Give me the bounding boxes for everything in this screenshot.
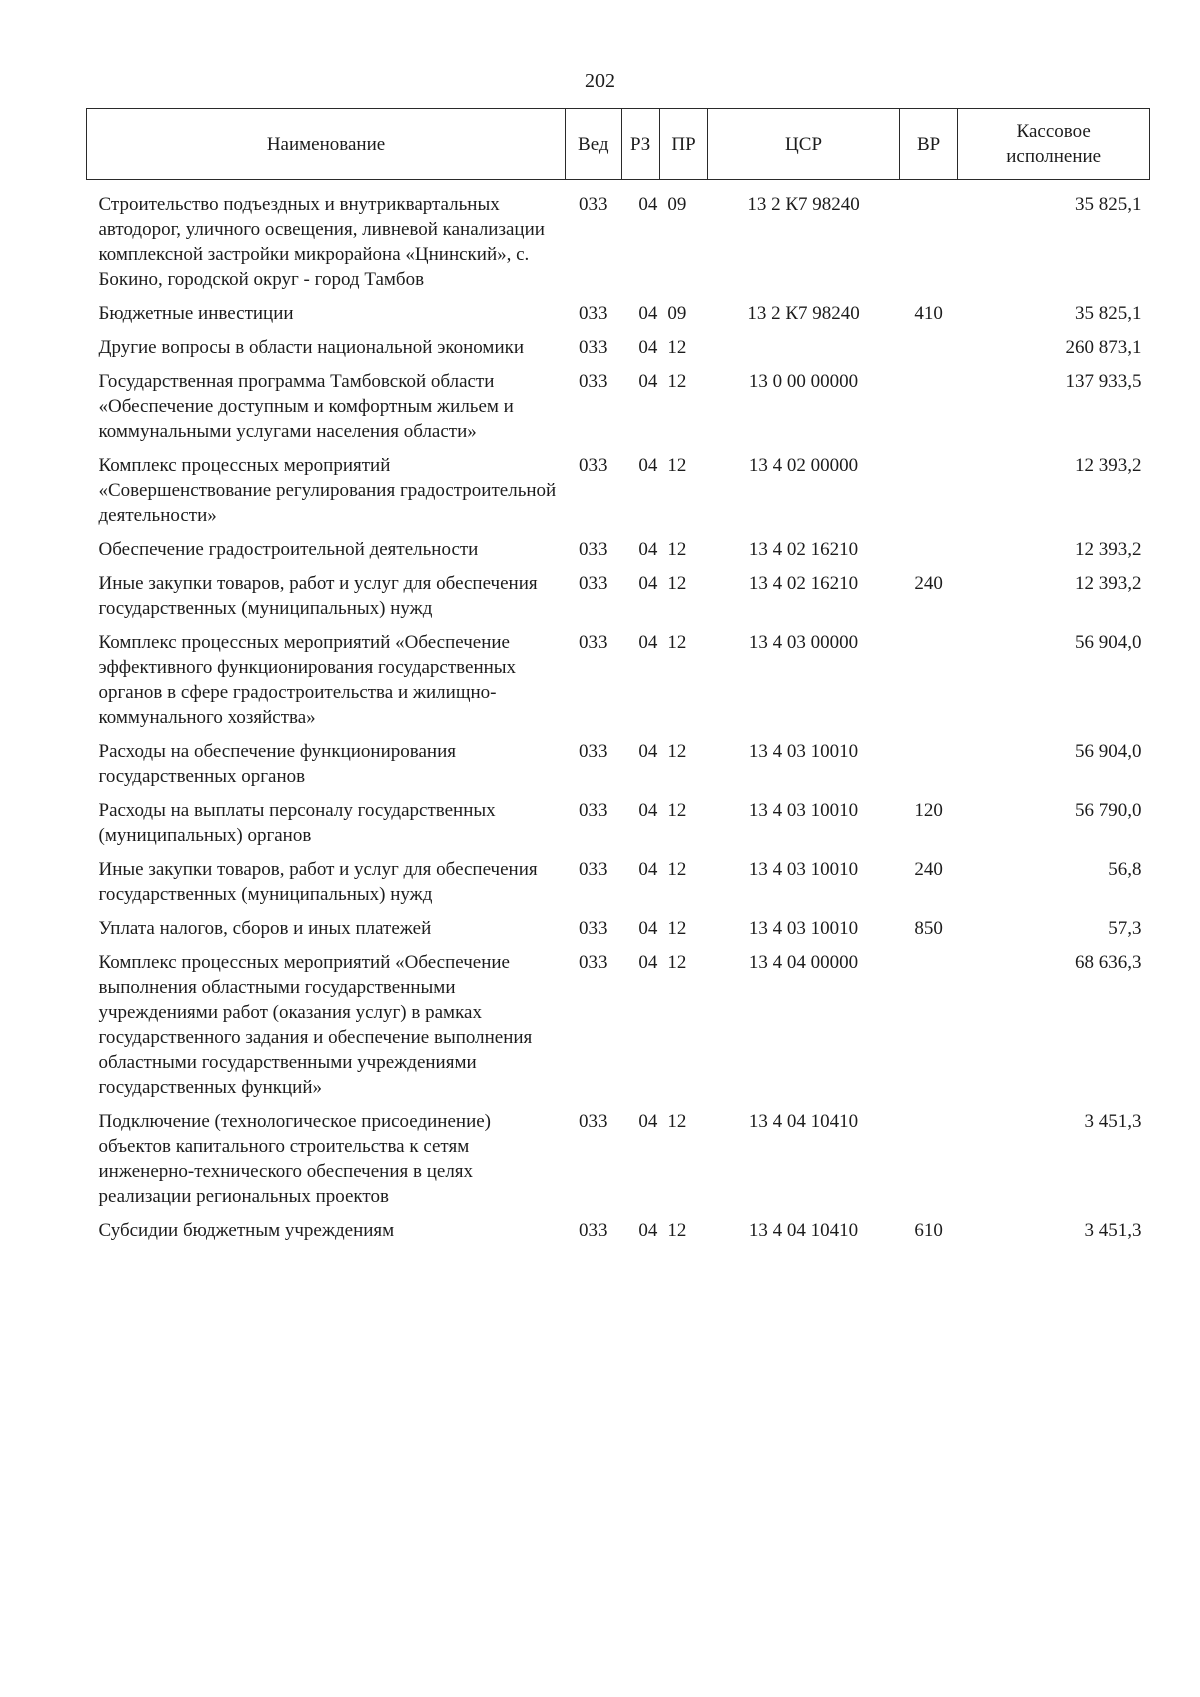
cell-vr: 410 [914, 303, 943, 324]
cell-name: Комплекс процессных мероприятий «Обеспечение эффективного функционирования государственных органов в сфере градостроительства и жилищно-коммунального хозяйства» [98, 632, 517, 728]
table-row [87, 1109, 1150, 1218]
cell-name: Расходы на выплаты персоналу государственных (муниципальных) органов [98, 800, 496, 846]
cell-csr: 13 4 04 10410 [748, 1111, 859, 1132]
table-row [87, 950, 1150, 1109]
table-row [87, 857, 1150, 916]
cell-ved: 033 [579, 800, 608, 821]
cell-pr: 12 [667, 337, 687, 358]
cell-sum: 12 393,2 [1075, 539, 1142, 560]
cell-csr: 13 4 03 10010 [748, 859, 859, 880]
header-ved: Вед [566, 109, 621, 180]
cell-name: Иные закупки товаров, работ и услуг для обеспечения государственных (муниципальных) нужд [98, 573, 538, 619]
cell-name: Субсидии бюджетным учреждениям [98, 1220, 395, 1241]
cell-pr: 12 [667, 573, 687, 594]
cell-rz: 04 [638, 918, 658, 939]
cell-csr: 13 4 03 10010 [748, 918, 859, 939]
cell-ved: 033 [579, 371, 608, 392]
cell-rz: 04 [638, 337, 658, 358]
cell-ved: 033 [579, 632, 608, 653]
cell-name: Обеспечение градостроительной деятельности [98, 539, 479, 560]
cell-pr: 09 [667, 194, 687, 215]
cell-pr: 12 [667, 859, 687, 880]
table-row [87, 798, 1150, 857]
cell-sum: 3 451,3 [1084, 1220, 1142, 1241]
cell-pr: 12 [667, 455, 687, 476]
table-row [87, 537, 1150, 571]
cell-csr: 13 4 03 00000 [748, 632, 859, 653]
cell-csr [708, 335, 900, 369]
cell-csr: 13 4 04 00000 [748, 952, 859, 973]
cell-vr: 120 [914, 800, 943, 821]
table-row [87, 335, 1150, 369]
cell-ved: 033 [579, 455, 608, 476]
cell-rz: 04 [638, 455, 658, 476]
table-row [87, 301, 1150, 335]
cell-pr: 09 [667, 303, 687, 324]
cell-ved: 033 [579, 1220, 608, 1241]
cell-pr: 12 [667, 539, 687, 560]
cell-csr: 13 4 03 10010 [748, 741, 859, 762]
cell-vr: 850 [914, 918, 943, 939]
table-row [87, 571, 1150, 630]
cell-vr [899, 1109, 957, 1218]
table-row [87, 630, 1150, 739]
cell-ved: 033 [579, 194, 608, 215]
cell-name: Иные закупки товаров, работ и услуг для обеспечения государственных (муниципальных) нужд [98, 859, 538, 905]
header-sum: Кассовое исполнение [958, 109, 1150, 180]
cell-sum: 137 933,5 [1065, 371, 1142, 392]
cell-sum: 56 904,0 [1075, 741, 1142, 762]
cell-name: Строительство подъездных и внутриквартальных автодорог, уличного освещения, ливневой канализации комплексной застройки микрорайона «Цнинский», с. Бокино, городской округ - город Тамбов [98, 194, 545, 290]
cell-rz: 04 [638, 952, 658, 973]
cell-rz: 04 [638, 194, 658, 215]
page-number: 202 [585, 70, 615, 92]
cell-rz: 04 [638, 303, 658, 324]
cell-rz: 04 [638, 1220, 658, 1241]
cell-csr: 13 4 02 16210 [748, 539, 859, 560]
cell-vr [899, 950, 957, 1109]
cell-pr: 12 [667, 632, 687, 653]
cell-sum: 56 790,0 [1075, 800, 1142, 821]
cell-vr: 610 [914, 1220, 943, 1241]
header-rz: РЗ [621, 109, 659, 180]
cell-name: Комплекс процессных мероприятий «Совершенствование регулирования градостроительной деятельности» [98, 455, 557, 526]
cell-csr: 13 2 К7 98240 [747, 303, 860, 324]
cell-pr: 12 [667, 1220, 687, 1241]
budget-table [86, 108, 1150, 1252]
cell-rz: 04 [638, 371, 658, 392]
table-body [87, 180, 1150, 1253]
cell-rz: 04 [638, 1111, 658, 1132]
cell-csr: 13 4 04 10410 [748, 1220, 859, 1241]
cell-rz: 04 [638, 741, 658, 762]
table-header-row [87, 109, 1150, 180]
cell-ved: 033 [579, 1111, 608, 1132]
cell-pr: 12 [667, 741, 687, 762]
cell-csr: 13 0 00 00000 [748, 371, 859, 392]
cell-ved: 033 [579, 539, 608, 560]
cell-vr [899, 369, 957, 453]
cell-name: Другие вопросы в области национальной экономики [98, 337, 525, 358]
cell-pr: 12 [667, 371, 687, 392]
cell-name: Подключение (технологическое присоединение) объектов капитального строительства к сетям инженерно-технического обеспечения в целях реализации региональных проектов [98, 1111, 491, 1207]
header-csr: ЦСР [708, 109, 900, 180]
cell-name: Уплата налогов, сборов и иных платежей [98, 918, 432, 939]
cell-vr: 240 [914, 859, 943, 880]
table-row [87, 916, 1150, 950]
header-vr: ВР [899, 109, 957, 180]
cell-vr [899, 453, 957, 537]
cell-rz: 04 [638, 539, 658, 560]
cell-rz: 04 [638, 800, 658, 821]
cell-sum: 12 393,2 [1075, 573, 1142, 594]
cell-ved: 033 [579, 859, 608, 880]
cell-name: Расходы на обеспечение функционирования государственных органов [98, 741, 456, 787]
table-row [87, 180, 1150, 302]
cell-rz: 04 [638, 573, 658, 594]
cell-sum: 12 393,2 [1075, 455, 1142, 476]
cell-name: Бюджетные инвестиции [98, 303, 294, 324]
table-row [87, 739, 1150, 798]
table-row [87, 1218, 1150, 1252]
cell-sum: 56 904,0 [1075, 632, 1142, 653]
cell-sum: 57,3 [1108, 918, 1142, 939]
cell-ved: 033 [579, 573, 608, 594]
cell-pr: 12 [667, 1111, 687, 1132]
cell-vr [899, 739, 957, 798]
cell-csr: 13 2 К7 98240 [747, 194, 860, 215]
cell-sum: 56,8 [1108, 859, 1142, 880]
cell-csr: 13 4 02 16210 [748, 573, 859, 594]
cell-rz: 04 [638, 632, 658, 653]
table-row [87, 369, 1150, 453]
cell-name: Комплекс процессных мероприятий «Обеспечение выполнения областными государственными учреждениями работ (оказания услуг) в рамках государственного задания и обеспечение выполнения областными государственными учреждениями государственных функций» [98, 952, 533, 1098]
cell-vr [899, 180, 957, 302]
cell-csr: 13 4 02 00000 [748, 455, 859, 476]
cell-sum: 35 825,1 [1075, 303, 1142, 324]
cell-vr [899, 630, 957, 739]
cell-pr: 12 [667, 952, 687, 973]
cell-sum: 68 636,3 [1075, 952, 1142, 973]
cell-pr: 12 [667, 800, 687, 821]
cell-ved: 033 [579, 918, 608, 939]
cell-ved: 033 [579, 952, 608, 973]
cell-ved: 033 [579, 741, 608, 762]
cell-sum: 260 873,1 [1065, 337, 1142, 358]
cell-vr [899, 335, 957, 369]
cell-vr [899, 537, 957, 571]
cell-rz: 04 [638, 859, 658, 880]
cell-ved: 033 [579, 303, 608, 324]
cell-vr: 240 [914, 573, 943, 594]
cell-csr: 13 4 03 10010 [748, 800, 859, 821]
header-name: Наименование [87, 109, 566, 180]
cell-sum: 3 451,3 [1084, 1111, 1142, 1132]
cell-sum: 35 825,1 [1075, 194, 1142, 215]
cell-pr: 12 [667, 918, 687, 939]
cell-name: Государственная программа Тамбовской области «Обеспечение доступным и комфортным жильем и коммунальными услугами населения области» [98, 371, 514, 442]
table-row [87, 453, 1150, 537]
header-pr: ПР [659, 109, 707, 180]
cell-ved: 033 [579, 337, 608, 358]
